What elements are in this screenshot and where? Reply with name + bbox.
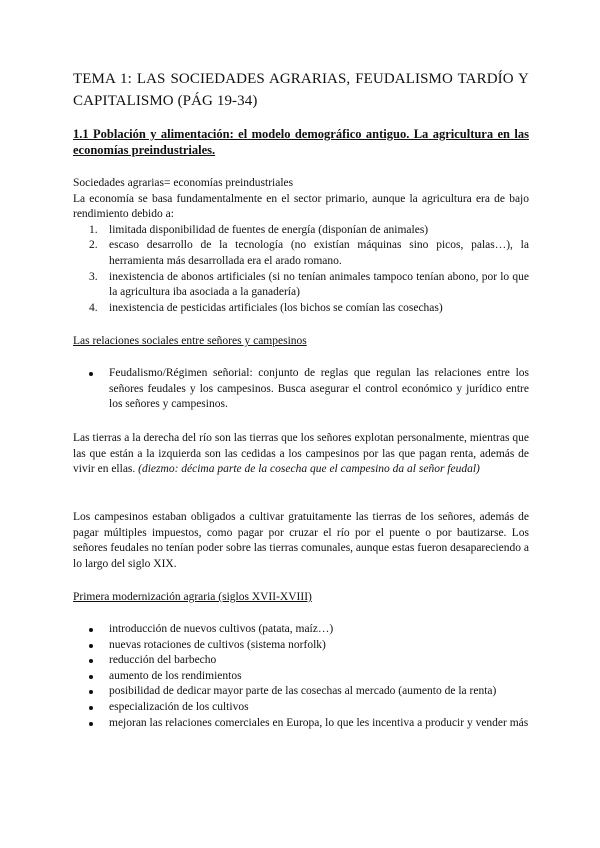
- causes-list: [73, 223, 529, 317]
- diezmo-note: (diezmo: décima parte de la cosecha que el campesino da al señor feudal): [138, 463, 480, 476]
- section-heading-poblacion: 1.1 Población y alimentación: el modelo demográfico antiguo. La agricultura en las economías preindustriales.: [73, 127, 529, 157]
- list-item: 4. inexistencia de pesticidas artificiales (los bichos se comían las cosechas): [89, 301, 443, 314]
- modernizacion-list: [73, 622, 529, 731]
- list-item: reducción del barbecho: [73, 653, 529, 669]
- bullet-icon: [89, 628, 93, 632]
- bullet-icon: [89, 722, 93, 726]
- bullet-icon: [89, 675, 93, 679]
- bullet-icon: [89, 690, 93, 694]
- list-item: 3. inexistencia de abonos artificiales (si no tenían animales tampoco tenían abono, por lo que la agricultura iba asociada a la ganadería): [89, 270, 529, 299]
- list-item: 2. escaso desarrollo de la tecnología (no existían máquinas sino picos, palas…), la herramienta más desarrollada era el arado romano.: [89, 239, 529, 267]
- list-item: introducción de nuevos cultivos (patata, maíz…): [73, 622, 529, 638]
- list-item: nuevas rotaciones de cultivos (sistema norfolk): [73, 638, 529, 654]
- section-heading-modernizacion: Primera modernización agraria (siglos XVII-XVIII): [73, 591, 312, 603]
- section-heading-relaciones: Las relaciones sociales entre señores y campesinos: [73, 335, 307, 347]
- list-item: mejoran las relaciones comerciales en Europa, lo que les incentiva a producir y vender más: [73, 716, 529, 732]
- section-poblacion-body: [73, 176, 529, 316]
- list-item: especialización de los cultivos: [73, 700, 529, 716]
- modernizacion-body: [73, 622, 529, 731]
- list-item: Feudalismo/Régimen señorial: conjunto de reglas que regulan las relaciones entre los señores feudales y los campesinos. Busca asegurar el control económico y jurídico entre los señores y campesinos.: [73, 366, 529, 413]
- campesinos-paragraph: Los campesinos estaban obligados a cultivar gratuitamente las tierras de los señores, además de pagar múltiples impuestos, como pagar por cruzar el río por el puente o por bautizarse. Los señores feudales no tenían poder sobre las tierras comunales, aunque estas fueron desapareciendo a lo largo del siglo XIX.: [73, 511, 529, 570]
- tierras-paragraph: Las tierras a la derecha del río son las tierras que los señores explotan personalmente, mientras que las que están a la izquierda son las cedidas a los campesinos por las que pagan renta, además de vivir en ellas. (diezmo: décima parte de la cosecha que el campesino da al señor feudal): [73, 432, 529, 476]
- bullet-icon: [89, 706, 93, 710]
- list-item: posibilidad de dedicar mayor parte de las cosechas al mercado (aumento de la renta): [73, 684, 529, 700]
- bullet-icon: [89, 644, 93, 648]
- definition-line: Sociedades agrarias= economías preindustriales: [73, 177, 294, 189]
- document-title: TEMA 1: LAS SOCIEDADES AGRARIAS, FEUDALISMO TARDÍO Y CAPITALISMO (PÁG 19-34): [73, 71, 529, 109]
- feudalismo-list: [73, 366, 529, 413]
- feudalismo-bullet-block: [73, 366, 529, 413]
- bullet-icon: [89, 372, 93, 376]
- list-item: aumento de los rendimientos: [73, 669, 529, 685]
- bullet-icon: [89, 659, 93, 663]
- intro-paragraph: La economía se basa fundamentalmente en el sector primario, aunque la agricultura era de bajo rendimiento debido a:: [73, 192, 529, 221]
- list-item: 1. limitada disponibilidad de fuentes de energía (disponían de animales): [89, 223, 429, 236]
